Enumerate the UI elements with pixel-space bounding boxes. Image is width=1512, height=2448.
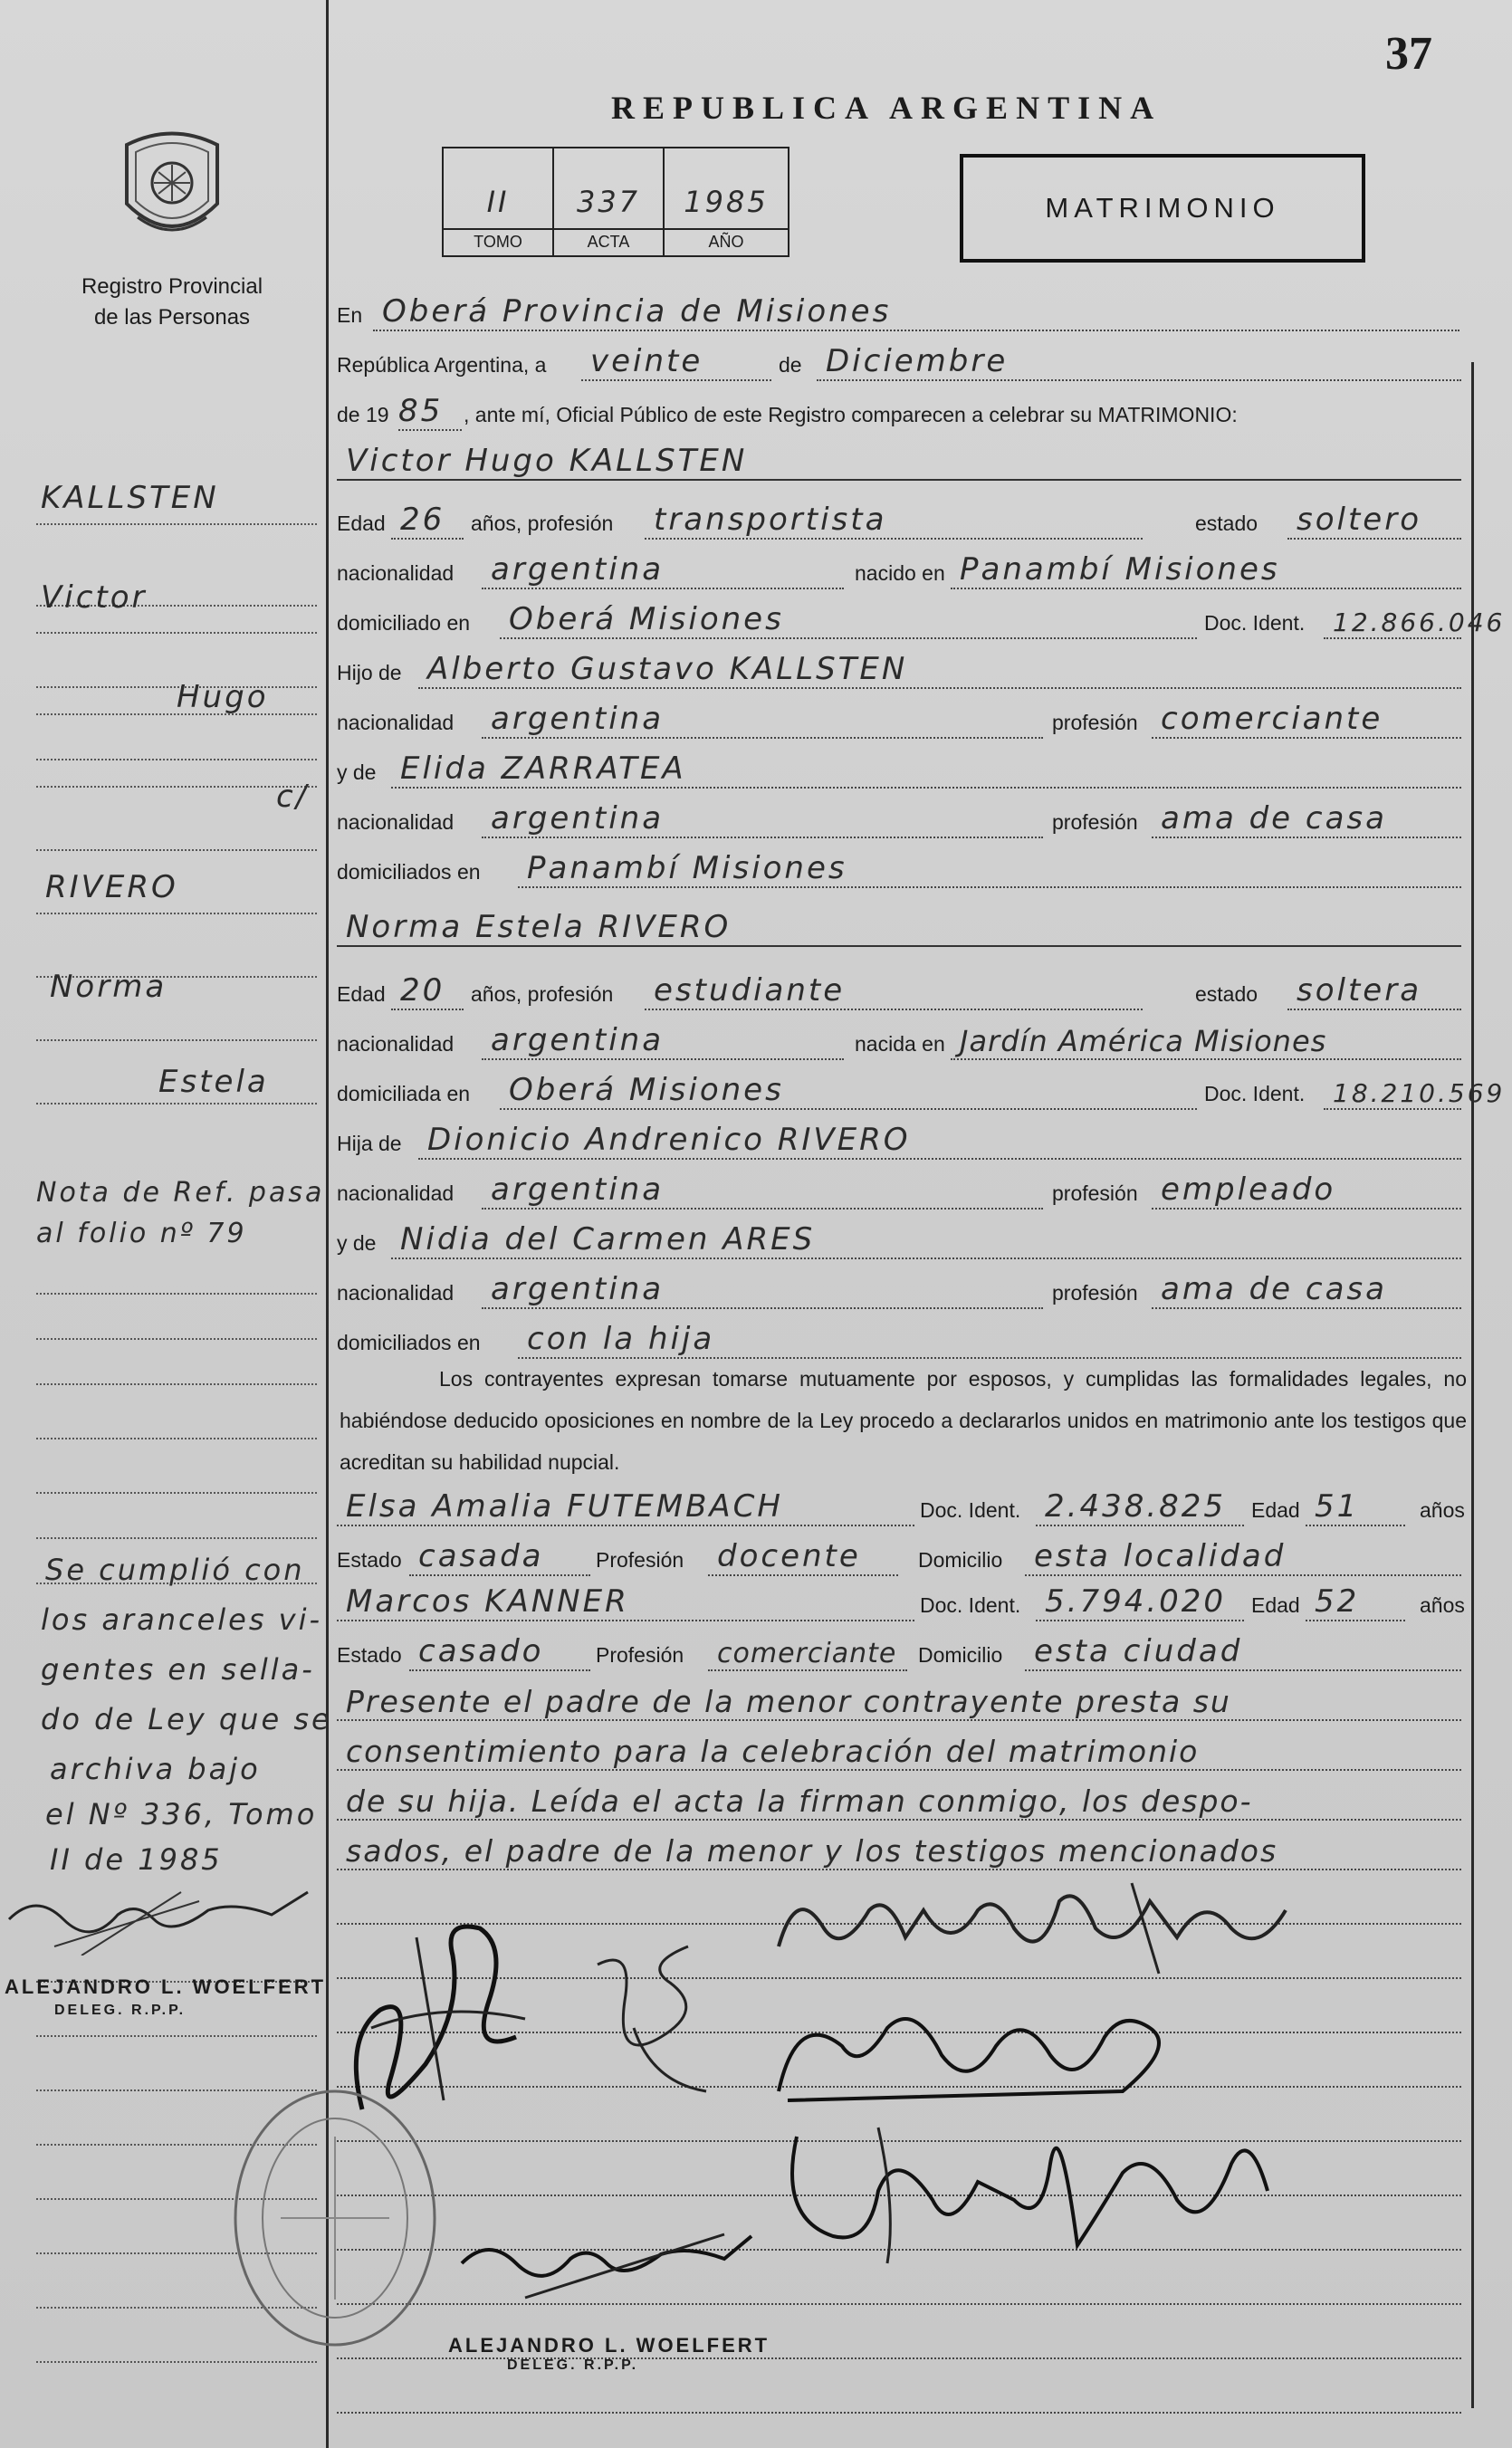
margin-reference-note: Nota de Ref. pasa	[36, 1177, 325, 1209]
official-stamp: ALEJANDRO L. WOELFERT	[448, 2334, 770, 2357]
bride-mother-nat-row: nacionalidad argentina profesión ama de casa	[337, 1277, 1467, 1309]
groom-age-row: Edad 26 años, profesión transportista estado soltero	[337, 507, 1467, 540]
groom-name: Victor Hugo KALLSTEN	[346, 443, 748, 479]
margin-line	[36, 1012, 317, 1041]
margin-bride-name2: Estela	[158, 1064, 269, 1100]
margin-line	[36, 759, 317, 788]
groom-parents-dom-row: domiciliados en Panambí Misiones	[337, 856, 1467, 888]
reference-box	[442, 147, 789, 257]
margin-line	[36, 732, 317, 760]
province-seal-icon	[118, 127, 226, 249]
observation-line: de su hija. Leída el acta la firman conmigo, los despo-	[337, 1788, 1467, 1821]
bride-dom-row: domiciliada en Oberá Misiones Doc. Ident. 18.210.569	[337, 1072, 1506, 1108]
margin-line	[36, 1266, 317, 1295]
bride-father-nat-row: nacionalidad argentina profesión empleado	[337, 1177, 1467, 1210]
date-row: República Argentina, a veinte de Diciembre	[337, 349, 1467, 381]
margin-signature	[0, 1874, 317, 1956]
bride-parents-dom-row: domiciliados en con la hija	[337, 1326, 1467, 1359]
margin-line	[36, 1410, 317, 1439]
signature-witness	[579, 1928, 733, 2100]
margin-official-title: DELEG. R.P.P.	[54, 2003, 187, 2018]
bride-age-row: Edad 20 años, profesión estudiante estado soltera	[337, 978, 1467, 1010]
act-type-box: MATRIMONIO	[960, 154, 1365, 263]
margin-reference-note: al folio nº 79	[36, 1218, 247, 1249]
groom-mother-nat-row: nacionalidad argentina profesión ama de casa	[337, 806, 1467, 838]
margin-conj: c/	[276, 779, 310, 815]
margin-bride-surname: RIVERO	[45, 869, 178, 905]
month-value: Diciembre	[826, 343, 1009, 379]
ref-ano: 1985 AÑO	[665, 148, 788, 255]
witness2-status-row: Estado casado Profesión comerciante Domicilio esta ciudad	[337, 1639, 1467, 1671]
signature-bride	[761, 1992, 1195, 2118]
observation-line: consentimiento para la celebración del matrimonio	[337, 1738, 1467, 1771]
groom-mother-row: y de Elida ZARRATEA	[337, 756, 1467, 789]
bride-name-row	[337, 909, 1467, 947]
registry-seal-icon	[226, 2082, 444, 2354]
bride-nat-row: nacionalidad argentina nacida en Jardín América Misiones	[337, 1028, 1467, 1060]
place-row: En Oberá Provincia de Misiones	[337, 299, 1467, 331]
signature-official	[453, 2218, 761, 2300]
year-row: de 19 85 , ante mí, Oficial Público de este Registro comparecen a celebrar su MATRIMONIO:	[337, 393, 1238, 429]
margin-line	[36, 1356, 317, 1385]
groom-father-nat-row: nacionalidad argentina profesión comerciante	[337, 706, 1467, 739]
margin-line	[36, 1311, 317, 1340]
margin-tax-note: do de Ley que se	[41, 1702, 332, 1736]
margin-tax-note: gentes en sella-	[41, 1652, 315, 1687]
groom-name-row	[337, 443, 1467, 481]
witness1-status-row: Estado casada Profesión docente Domicilio esta localidad	[337, 1544, 1467, 1576]
signature-line	[337, 2381, 1467, 2414]
official-title: DELEG. R.P.P.	[507, 2357, 639, 2373]
margin-groom-surname: KALLSTEN	[41, 480, 219, 516]
bride-name: Norma Estela RIVERO	[346, 909, 732, 945]
registry-name: Registro Provincial de las Personas	[81, 274, 263, 330]
margin-tax-note: archiva bajo	[50, 1752, 261, 1786]
margin-line	[36, 822, 317, 851]
observation-line: Presente el padre de la menor contrayente presta su	[337, 1688, 1467, 1721]
year-value: 85	[398, 393, 444, 429]
signature-father	[770, 1874, 1331, 1983]
bride-mother-row: y de Nidia del Carmen ARES	[337, 1227, 1467, 1259]
margin-bride-name1: Norma	[50, 969, 167, 1005]
ref-acta: 337 ACTA	[554, 148, 665, 255]
margin-groom-name1: Victor	[41, 579, 148, 616]
witness2-row: Marcos KANNER Doc. Ident. 5.794.020 Edad 52 años	[337, 1589, 1467, 1621]
margin-line	[36, 1465, 317, 1494]
page-title: REPUBLICA ARGENTINA	[611, 90, 1163, 126]
groom-dom-row: domiciliado en Oberá Misiones Doc. Ident. 12.866.046	[337, 601, 1506, 637]
bride-father-row: Hija de Dionicio Andrenico RIVERO	[337, 1127, 1467, 1160]
margin-tax-note: los aranceles vi-	[41, 1602, 323, 1637]
declaration-text: Los contrayentes expresan tomarse mutuamente por esposos, y cumplidas las formalidades legales, no habiéndose deducido oposiciones en nombre de la Ley procedo a declararlos unidos en matrimonio ante los testigos que acreditan su habilidad nupcial.	[340, 1367, 1467, 1474]
witness1-row: Elsa Amalia FUTEMBACH Doc. Ident. 2.438.825 Edad 51 años	[337, 1494, 1467, 1526]
right-border	[1471, 362, 1474, 2408]
margin-tax-note: II de 1985	[50, 1842, 223, 1877]
margin-tax-note: Se cumplió con	[45, 1553, 305, 1587]
margin-official-stamp: ALEJANDRO L. WOELFERT	[5, 1975, 327, 1998]
signature-witness-kanner	[779, 2109, 1286, 2272]
margin-tax-note: el Nº 336, Tomo	[45, 1797, 318, 1831]
groom-nat-row: nacionalidad argentina nacido en Panambí Misiones	[337, 557, 1467, 589]
observation-line: sados, el padre de la menor y los testigos mencionados	[337, 1838, 1467, 1870]
ref-tomo: II TOMO	[444, 148, 554, 255]
day-value: veinte	[590, 343, 703, 379]
margin-divider	[326, 0, 329, 2448]
margin-groom-name2: Hugo	[177, 679, 269, 715]
place-value: Oberá Provincia de Misiones	[382, 293, 892, 330]
groom-father-row: Hijo de Alberto Gustavo KALLSTEN	[337, 656, 1467, 689]
margin-line	[36, 1510, 317, 1539]
page-number: 37	[1385, 28, 1432, 80]
